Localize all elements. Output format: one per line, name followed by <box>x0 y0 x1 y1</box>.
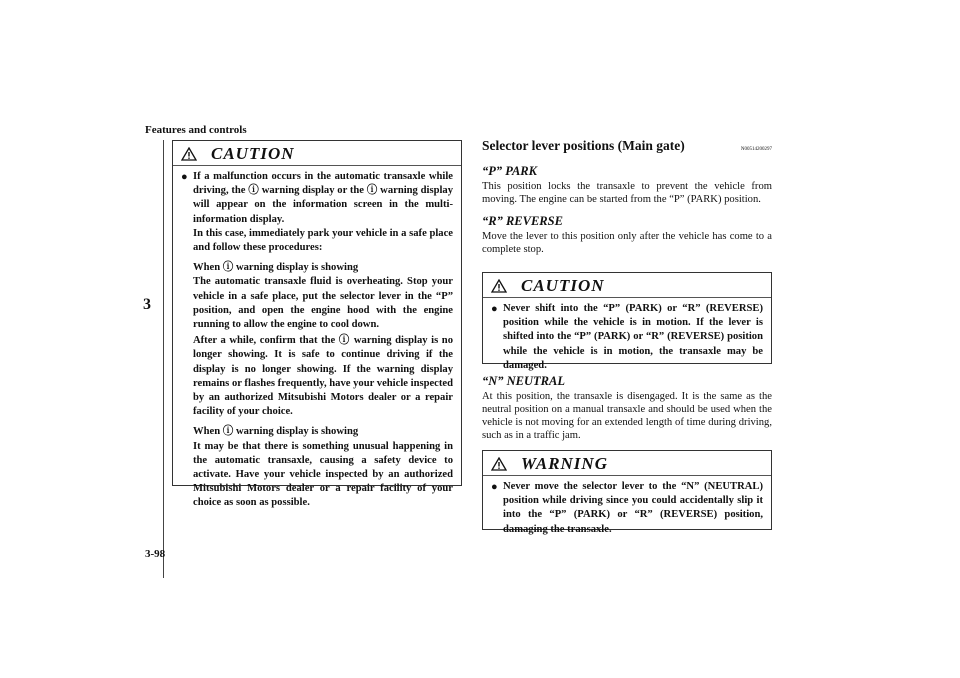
warning-title: WARNING <box>521 454 608 473</box>
caution-paragraph: If a malfunction occurs in the automatic transaxle while driving, the ⓘ warning display or the ⓘ warning display will appear on the information screen in the multi-information display. <box>193 171 453 225</box>
right-column <box>482 138 772 256</box>
caution-paragraph: When ⓘ warning display is showing <box>193 262 359 274</box>
bullet-icon: ● <box>491 481 498 493</box>
section-header: Features and controls <box>145 124 247 136</box>
caution-paragraph: The automatic transaxle fluid is overheating. Stop your vehicle in a safe place, put the selector lever in the “P” position, and open the engine hood with the engine running to allow the engine to cool down. <box>193 276 453 331</box>
caution-title: CAUTION <box>521 276 605 295</box>
park-text: This position locks the transaxle to prevent the vehicle from moving. The engine can be started from the “P” (PARK) position. <box>482 181 772 205</box>
caution-paragraph: It may be that there is something unusual happening in the automatic transaxle, causing a safety device to activate. Have your vehicle inspected by an authorized Mitsubishi Motors dealer or a repair facility of your choice as soon as possible. <box>193 440 453 509</box>
warning-header <box>483 453 771 476</box>
page-number: 3-98 <box>145 548 166 560</box>
section-title: Selector lever positions (Main gate) <box>482 138 685 153</box>
warning-triangle-icon <box>181 147 197 161</box>
warning-text: Never move the selector lever to the “N” (NEUTRAL) position while driving since you could accidentally slip it into the “P” (PARK) or “R” (REVERSE) position, damaging the transaxle. <box>503 481 763 535</box>
warning-box <box>482 450 772 535</box>
neutral-text: At this position, the transaxle is disengaged. It is the same as the neutral position on a manual transaxle and should be used when the vehicle is not moving for an extended length of time during driving, such as in a traffic jam. <box>482 391 772 441</box>
park-heading: “P” PARK <box>482 164 537 178</box>
caution-paragraph: In this case, immediately park your vehicle in a safe place and follow these procedures: <box>193 227 453 254</box>
right-caution-box <box>482 272 772 371</box>
warning-triangle-icon <box>491 279 507 293</box>
left-caution-box <box>172 140 462 509</box>
caution-header <box>173 143 461 166</box>
chapter-divider <box>163 140 164 578</box>
section-title-row <box>482 138 772 154</box>
warning-item <box>491 480 763 537</box>
reverse-text: Move the lever to this position only after the vehicle has come to a complete stop. <box>482 231 772 255</box>
section-code: N00514200297 <box>740 147 772 152</box>
neutral-section <box>482 374 772 442</box>
warning-triangle-icon <box>491 457 507 471</box>
caution-item <box>181 170 453 511</box>
chapter-number: 3 <box>143 296 151 313</box>
neutral-heading: “N” NEUTRAL <box>482 374 565 388</box>
bullet-icon: ● <box>491 303 498 315</box>
reverse-heading: “R” REVERSE <box>482 214 563 228</box>
caution-title: CAUTION <box>211 144 295 163</box>
caution-header <box>483 275 771 298</box>
caution-item <box>491 302 763 373</box>
bullet-icon: ● <box>181 171 188 183</box>
caution-text: Never shift into the “P” (PARK) or “R” (REVERSE) position while the vehicle is in motion. If the lever is shifted into the “P” (PARK) or “R” (REVERSE) position while the vehicle is in motion, the transaxle may be damaged. <box>503 303 763 371</box>
caution-paragraph: When ⓘ warning display is showing <box>193 426 359 438</box>
caution-paragraph: After a while, confirm that the ⓘ warning display is no longer showing. It is safe to continue driving if the display is no longer showing. If the warning display remains or flashes frequently, have your vehicle inspected by an authorized Mitsubishi Motors dealer or a repair facility of your choice. <box>193 335 453 418</box>
